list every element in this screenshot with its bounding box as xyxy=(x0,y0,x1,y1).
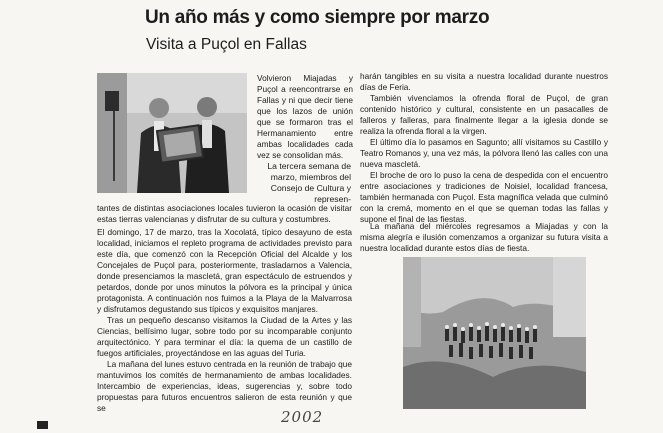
paragraph: Tras un pequeño descanso visitamos la Ciudad de la Artes y las Ciencias, bellísimo lugar, sobre todo por su incomparable conjunto arquitectónico. Y para terminar el día: la quema de un castillo de fuegos artificiales, proyectándose en las aguas del Turia. xyxy=(97,315,352,358)
photo-group-castle xyxy=(403,257,586,409)
scan-corner-mark xyxy=(37,421,48,429)
body-column-right xyxy=(360,71,608,225)
closing-paragraph xyxy=(360,221,608,254)
paragraph: El último día lo pasamos en Sagunto; allí visitamos su Castillo y Teatro Romanos y, una vez más, la pólvora llenó las calles con una nueva mascletá. xyxy=(360,137,608,169)
photo-handover-plaque xyxy=(97,73,247,193)
article-subtitle: Visita a Puçol en Fallas xyxy=(146,36,307,53)
article-title: Un año más y como siempre por marzo xyxy=(145,7,490,28)
paragraph: La mañana del lunes estuvo centrada en la reunión de trabajo que mantuvimos los comités de hermanamiento de ambas localidades. Intercambio de experiencias, ideas, sugerencias y, sobre todo propuestas para futuros encuentros salieron de esta reunión y que se xyxy=(97,359,352,413)
lead-paragraph: La tercera semana de marzo, miembros del Consejo de Cultura y represen- xyxy=(267,161,351,204)
paragraph: El broche de oro lo puso la cena de despedida con el encuentro entre asociaciones y tradiciones de Noisiel, localidad francesa, también hermanada con Puçol. Esta magnífica velada que culminó con la cremá, momento en el que se queman todas las fallas y supone el final de las fiestas. xyxy=(360,170,608,224)
lead-continuation: tantes de distintas asociaciones locales tuvieron la ocasión de visitar estas tierras valencianas y disfrutar de su cultura y costumbres. xyxy=(97,203,352,224)
paragraph: La mañana del miércoles regresamos a Miajadas y con la misma alegría e ilusión comenzamos a organizar su futura visita a nuestra localidad durante estos días de fiesta. xyxy=(360,221,608,253)
paragraph: También vivenciamos la ofrenda floral de Puçol, de gran contenido histórico y cultural, consistente en un pasacalles de falleros y falleras, para finalmente llegar a la iglesia donde se realiza la ofrenda floral a la virgen. xyxy=(360,93,608,136)
paragraph: El domingo, 17 de marzo, tras la Xocolatá, típico desayuno de esta localidad, iniciamos el repleto programa de actividades previsto para este día, que comenzó con la Recepción Oficial del Alcalde y los Concejales de Puçol para, posteriormente, trasladarnos a Valencia, donde presenciamos la mascletá, gran espectáculo de estruendos y petardos, donde por unos minutos la pólvora es la principal y única protagonista. A continuación nos fuimos a la Playa de la Malvarrosa y disfrutamos degustando sus típicos y exquisitos manjares. xyxy=(97,227,352,314)
body-column-left xyxy=(97,227,352,414)
handwritten-year: 2002 xyxy=(281,408,324,426)
paragraph: harán tangibles en su visita a nuestra localidad durante nuestros días de Feria. xyxy=(360,71,608,92)
intro-paragraph: Volvieron Miajadas y Puçol a reencontrarse en Fallas y ni que decir tiene que los lazos de unión que se formaron tras el Hermanamiento entre ambas localidades cada vez se consolidan más. xyxy=(257,73,353,160)
